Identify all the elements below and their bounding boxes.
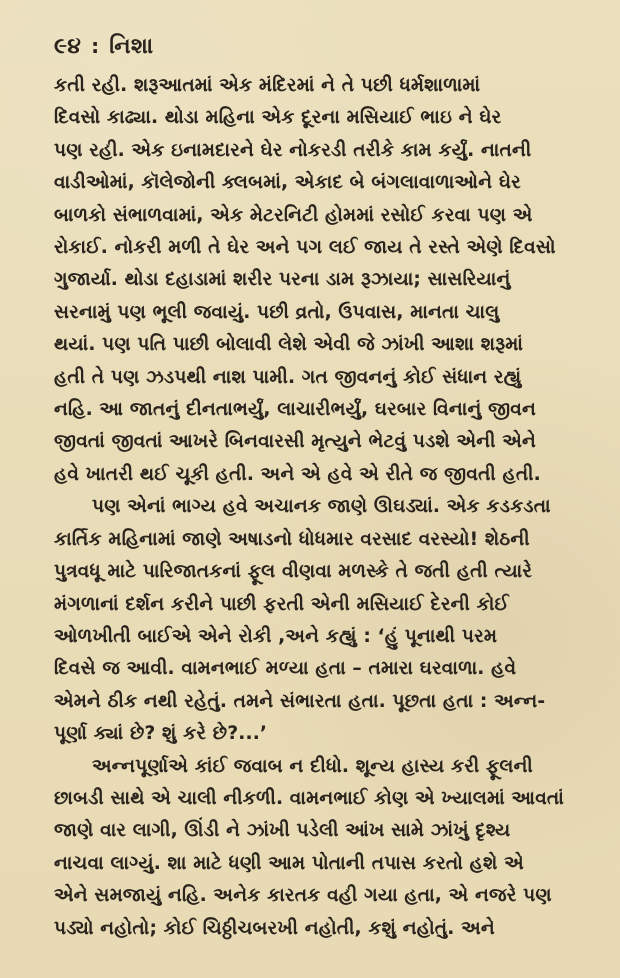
text-line: દિવસો કાઢ્યા. થોડા મહિના એક દૂરના મસિયાઈ ભાઇ ને ઘેર [54,107,502,129]
text-line: પણ રહી. એક ઇનામદારને ઘેર નોકરડી તરીકે કામ કર્યું. નાતની [54,139,532,161]
text-line: પડ્યો નહોતો; કોઈ ચિઠ્ઠીચબરખી નહોતી, કશું નહોતું. અને [54,917,495,939]
text-line: હવે ખાતરી થઈ ચૂકી હતી. અને એ હવે એ રીતે જ જીવતી હતી. [54,463,541,485]
body-text [54,70,586,945]
text-line: બાળકો સંભાળવામાં, એક મેટરનિટી હોમમાં રસોઈ કરવા પણ એ [54,204,533,226]
header-separator: : [91,34,100,58]
text-line: ઓળખીતી બાઈએ એને રોકી ,અને કહ્યું : ‘હું પૂનાથી પરમ [54,625,498,647]
paragraph-line: પણ એનાં ભાગ્ય હવે અચાનક જાણે ઊઘડ્યાં. એક કડકડતા [92,496,551,518]
text-line: જાણે વાર લાગી, ઊંડી ને ઝાંખી પડેલી આંખ સામે ઝાંખું દૃશ્ય [54,820,511,842]
text-line: પૂર્ણા ક્યાં છે? શું કરે છે?...’ [54,723,268,745]
text-line: નાચવા લાગ્યું. શા માટે ધણી આમ પોતાની તપાસ કરતો હશે એ [54,852,524,874]
text-line: પુત્રવધૂ માટે પારિજાતકનાં ફૂલ વીણવા મળસ્કે તે જતી હતી ત્યારે [54,561,533,583]
text-line: થયાં. પણ પતિ પાછી બોલાવી લેશે એવી જે ઝાંખી આશા શરૂમાં [54,334,524,356]
text-line: દિવસે જ આવી. વામનભાઈ મળ્યા હતા – તમારા ઘરવાળા. હવે [54,658,517,680]
page-header [54,36,586,58]
text-line: રોકાઈ. નોકરી મળી તે ઘેર અને પગ લઈ જાય તે રસ્તે એણે દિવસો [54,237,556,259]
text-line: મંગળાનાં દર્શન કરીને પાછી ફરતી એની મસિયાઈ દેરની કોઈ [54,593,510,615]
text-line: વાડીઓમાં, કૉલેજોની ક્લબમાં, એકાદ બે બંગલાવાળાઓને ઘેર [54,172,521,194]
text-line: કતી રહી. શરૂઆતમાં એક મંદિરમાં ને તે પછી ધર્મશાળામાં [54,75,481,96]
chapter-title: નિશા [109,34,154,59]
text-line: એમને ઠીક નથી રહેતું. તમને સંભારતા હતા. પૂછતા હતા : અન્ન- [54,690,546,712]
text-line: ગુજાર્યા. થોડા દહાડામાં શરીર પરના ડામ રૂઝાયા; સાસરિયાનું [54,269,511,291]
text-line: છાબડી સાથે એ ચાલી નીકળી. વામનભાઈ કોણ એ ખ્યાલમાં આવતાં [54,787,564,809]
page-number: ૯૪ [54,34,82,59]
text-line: નહિ. આ જાતનું દીનતાભર્યું, લાચારીભર્યું, ઘરબાર વિનાનું જીવન [54,399,537,421]
text-line: સરનામું પણ ભૂલી જવાયું. પછી વ્રતો, ઉપવાસ, માનતા ચાલુ [54,301,500,323]
text-line: હતી તે પણ ઝડપથી નાશ પામી. ગત જીવનનું કોઈ સંધાન રહ્યું [54,366,522,388]
text-line: એને સમજાયું નહિ. અનેક કારતક વહી ગયા હતા, એ નજરે પણ [54,885,552,907]
text-line: જીવતાં જીવતાં આખરે બિનવારસી મૃત્યુને ભેટવું પડશે એની એને [54,431,537,453]
paragraph-line: અન્નપૂર્ણાએ કાંઈ જવાબ ન દીધો. શૂન્ય હાસ્ય કરી ફૂલની [92,755,533,777]
text-line: કાર્તિક મહિનામાં જાણે અષાડનો ધોધમાર વરસાદ વરસ્યો! શેઠની [54,528,530,550]
